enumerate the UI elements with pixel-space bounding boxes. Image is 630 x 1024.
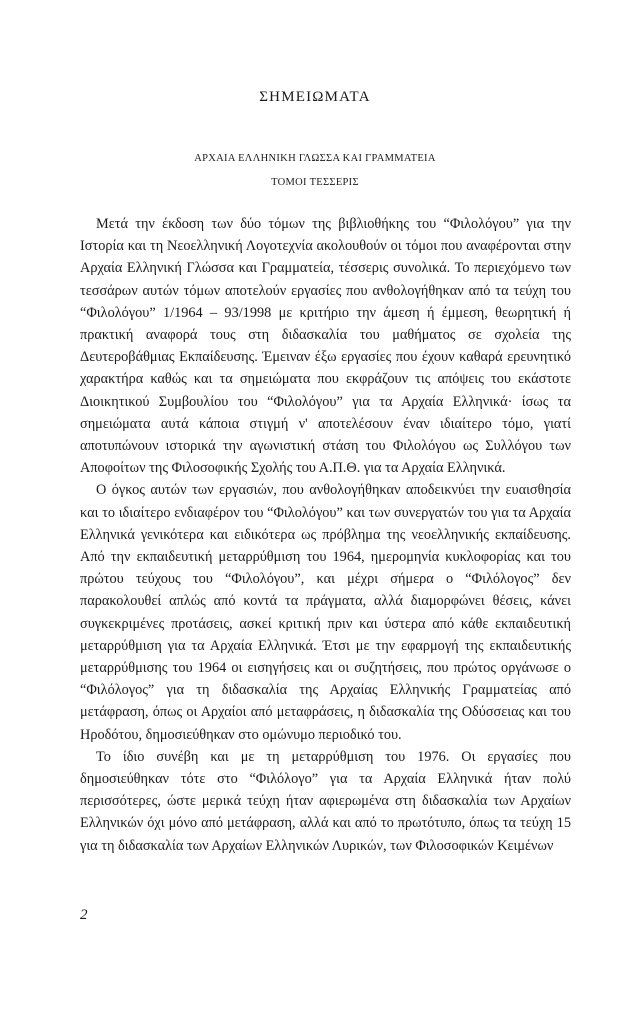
page-number: 2 — [80, 907, 88, 923]
section-subheading-volumes: ΤΟΜΟΙ ΤΕΣΣΕΡΙΣ — [271, 177, 359, 188]
paragraph-1: Μετά την έκδοση των δύο τόμων της βιβλιοθήκης του “Φιλολόγου” για την Ιστορία και τη Νεοελληνική Λογοτεχνία ακολουθούν οι τόμοι που αναφέρονται στην Αρχαία Ελληνική Γλώσσα και Γραμματεία, τέσσερις συνολικά. Το περιεχόμενο των τεσσάρων αυτών τόμων αποτελούν εργασίες που ανθολογήθηκαν από τα τεύχη του “Φιλολόγου” 1/1964 – 93/1998 με κριτήριο την άμεση ή έμμεση, θεωρητική ή πρακτική αναφορά τους στη διδασκαλία του μαθήματος σε σχολεία της Δευτεροβάθμιας Εκπαίδευσης. Έμειναν έξω εργασίες που έχουν καθαρά ερευνητικό χαρακτήρα καθώς και τα σημειώματα που εκφράζουν τις απόψεις του εκάστοτε Διοικητικού Συμβουλίου του “Φιλολόγου” για τα Αρχαία Ελληνικά· ίσως τα σημειώματα αυτά κάποια στιγμή ν' αποτελέσουν έναν ιδιαίτερο τόμο, γιατί αποτυπώνουν ιστορικά την αγωνιστική στάση του Φιλολόγου ως Συλλόγου των Αποφοίτων της Φιλοσοφικής Σχολής του Α.Π.Θ. για τα Αρχαία Ελληνικά. — [80, 216, 571, 477]
paragraph-2: Ο όγκος αυτών των εργασιών, που ανθολογήθηκαν αποδεικνύει την ευαισθησία και το ιδιαίτερο ενδιαφέρον του “Φιλολόγου” και των συνεργατών του για τα Αρχαία Ελληνικά γενικότερα και ειδικότερα ως πρόβλημα της νεοελληνικής εκπαίδευσης. Από την εκπαιδευτική μεταρρύθμιση του 1964, ημερομηνία κυκλοφορίας και του πρώτου τεύχους του “Φιλολόγου”, και μέχρι σήμερα ο “Φιλόλογος” δεν παρακολουθεί απλώς από κοντά τα πράγματα, αλλά διαμορφώνει θέσεις, κάνει συγκεκριμένες προτάσεις, ασκεί κριτική πριν και ύστερα από κάθε εκπαιδευτική μεταρρύθμιση για τα Αρχαία Ελληνικά. Έτσι με την εφαρμογή της εκπαιδευτικής μεταρρύθμισης του 1964 οι εισηγήσεις και οι συζητήσεις, που πρώτος οργάνωσε ο “Φιλόλογος” για τη διδασκαλία της Αρχαίας Ελληνικής Γραμματείας από μετάφραση, όπως οι Αρχαίοι από μεταφράσεις, η διδασκαλία της Οδύσσειας και του Ηροδότου, δημοσιεύθηκαν στο ομώνυμο περιοδικό του. — [80, 482, 571, 743]
body-text — [80, 213, 571, 857]
page-heading: ΣΗΜΕΙΩΜΑΤΑ — [259, 89, 371, 105]
section-subheading: ΑΡΧΑΙΑ ΕΛΛΗΝΙΚΗ ΓΛΩΣΣΑ ΚΑΙ ΓΡΑΜΜΑΤΕΙΑ — [194, 153, 436, 164]
paragraph-3: Το ίδιο συνέβη και με τη μεταρρύθμιση του 1976. Οι εργασίες που δημοσιεύθηκαν τότε στο “Φιλόλογο” για τα Αρχαία Ελληνικά ήταν πολύ περισσότερες, ώστε μερικά τεύχη ήταν αφιερωμένα στη διδασκαλία των Αρχαίων Ελληνικών όχι μόνο από μετάφραση, αλλά και από το πρωτότυπο, όπως τα τεύχη 15 για τη διδασκαλία των Αρχαίων Ελληνικών Λυρικών, των Φιλοσοφικών Κειμένων — [80, 748, 571, 854]
